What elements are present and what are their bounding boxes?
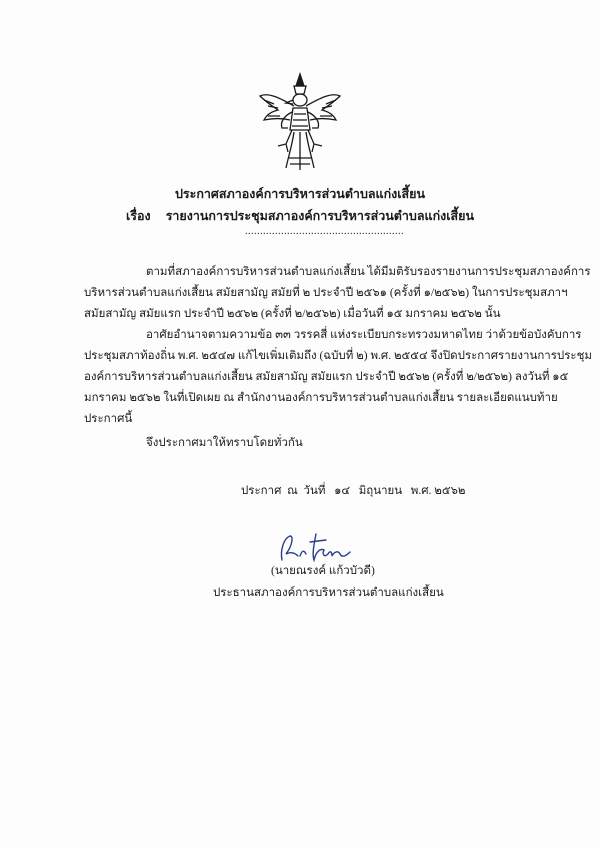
paragraph-line: ประชุมสภาท้องถิ่น พ.ศ. ๒๕๔๗ แก้ไขเพิ่มเติมถึง (ฉบับที่ ๒) พ.ศ. ๒๕๕๔ จึงปิดประกาศรายงานการประชุม	[84, 350, 592, 362]
paragraph-line: องค์การบริหารส่วนตำบลแก่งเสี้ยน สมัยสามัญ สมัยแรก ประจำปี ๒๕๖๒ (ครั้งที่ ๒/๒๕๖๒) ลงวันที่ ๑๕	[84, 371, 569, 383]
announcement-date: ประกาศ ณ วันที่ ๑๔ มิถุนายน พ.ศ. ๒๕๖๒	[241, 485, 466, 497]
handwritten-signature-icon	[276, 530, 356, 566]
signatory-position: ประธานสภาองค์การบริหารส่วนตำบลแก่งเสี้ยน	[213, 587, 444, 599]
paragraph-line: บริหารส่วนตำบลแก่งเสี้ยน สมัยสามัญ สมัยที่ ๒ ประจำปี ๒๕๖๑ (ครั้งที่ ๑/๒๕๖๒) ในการประชุมสภาฯ	[84, 287, 568, 299]
paragraph-line: ตามที่สภาองค์การบริหารส่วนตำบลแก่งเสี้ยน ได้มีมติรับรองรายงานการประชุมสภาองค์การ	[146, 266, 591, 278]
closing-statement: จึงประกาศมาให้ทราบโดยทั่วกัน	[146, 437, 303, 449]
subject-label: เรื่อง	[125, 209, 151, 223]
signatory-name: (นายณรงค์ แก้วบัวดี)	[271, 565, 375, 577]
paragraph-line: สมัยสามัญ สมัยแรก ประจำปี ๒๕๖๒ (ครั้งที่ ๒/๒๕๖๒) เมื่อวันที่ ๑๕ มกราคม ๒๕๖๒ นั้น	[84, 308, 501, 320]
title-divider: .....................................................	[245, 226, 404, 237]
document-subject	[0, 206, 600, 226]
garuda-emblem-icon	[258, 72, 342, 172]
paragraph-line: ประกาศนี้	[84, 413, 133, 425]
body-paragraph-2	[84, 325, 592, 430]
body-paragraph-1	[84, 262, 591, 325]
paragraph-line: อาศัยอำนาจตามความข้อ ๓๓ วรรคสี่ แห่งระเบียบกระทรวงมหาดไทย ว่าด้วยข้อบังคับการ	[146, 329, 582, 341]
subject-text: รายงานการประชุมสภาองค์การบริหารส่วนตำบลแก่งเสี้ยน	[165, 209, 475, 223]
paragraph-line: มกราคม ๒๕๖๒ ในที่เปิดเผย ณ สำนักงานองค์การบริหารส่วนตำบลแก่งเสี้ยน รายละเอียดแนบท้าย	[84, 392, 558, 404]
document-title: ประกาศสภาองค์การบริหารส่วนตำบลแก่งเสี้ยน	[174, 187, 426, 201]
